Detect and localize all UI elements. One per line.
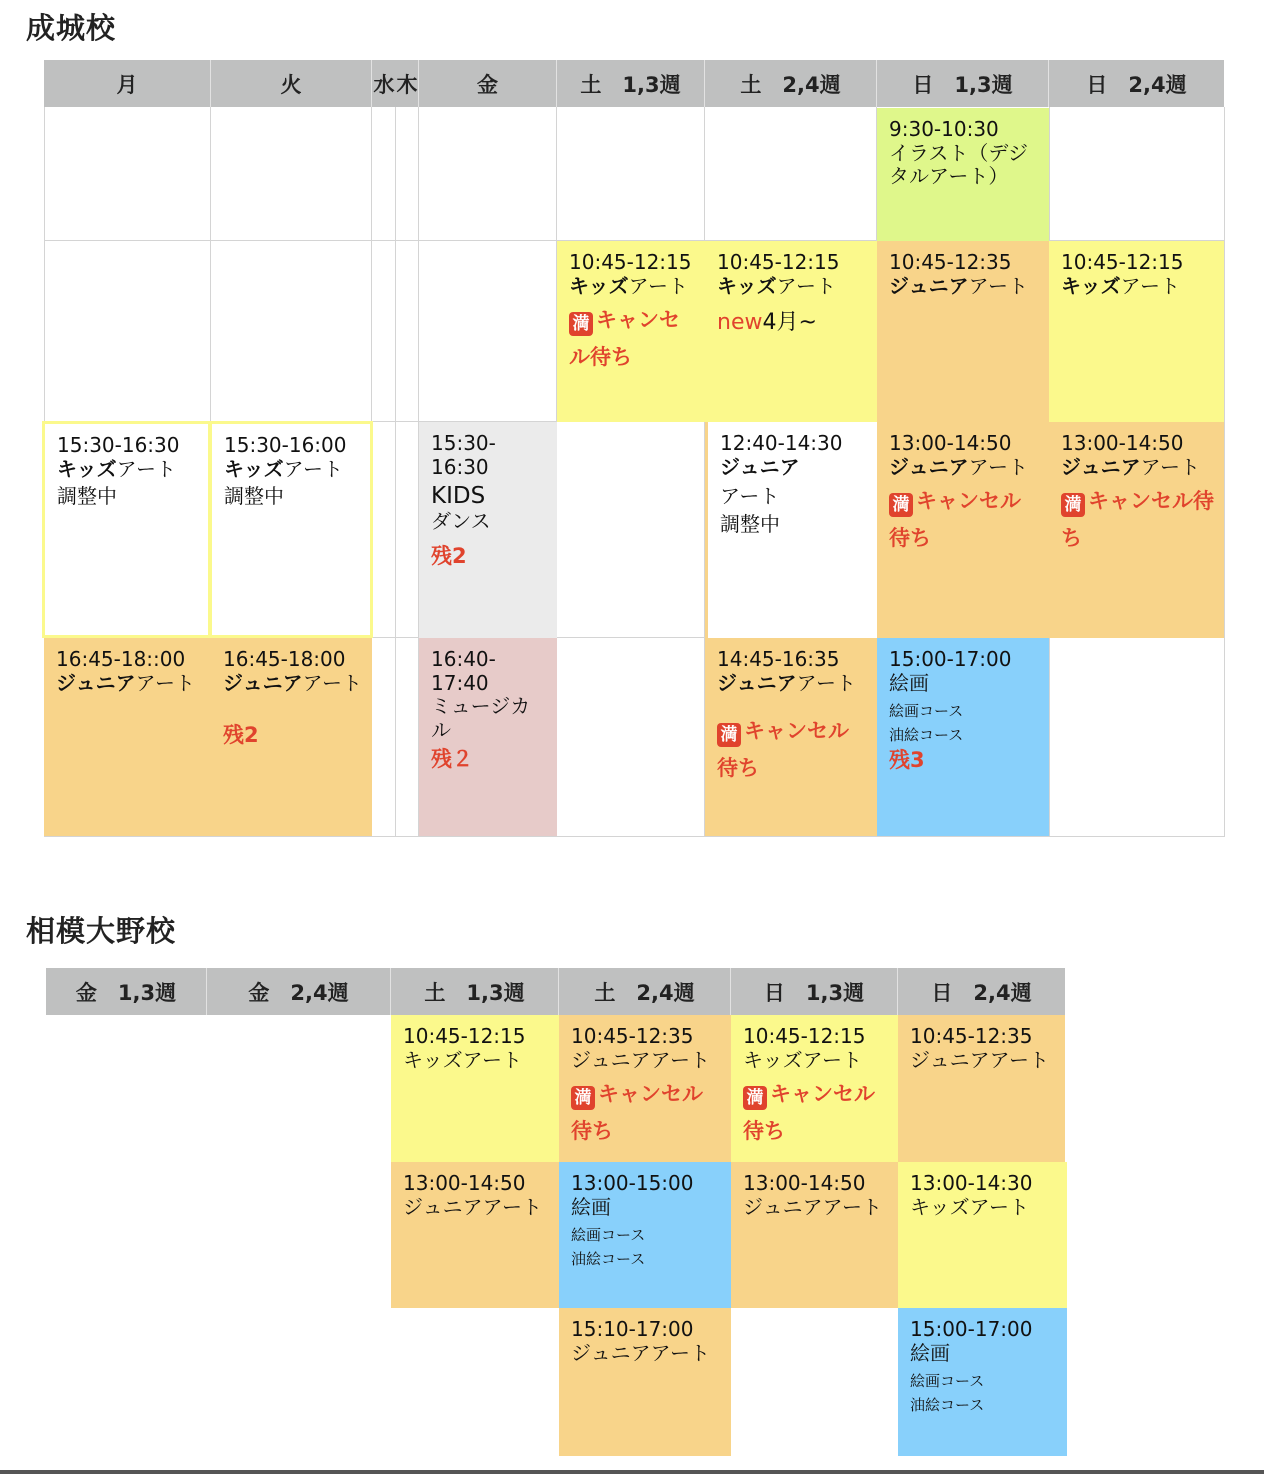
course-option: 油絵コース — [889, 726, 964, 745]
class-cell[interactable] — [731, 1015, 898, 1162]
grid-line — [44, 836, 1224, 837]
class-time: 10:45-12:15 — [717, 250, 840, 274]
class-time: 13:00-14:50 — [403, 1171, 526, 1195]
class-title: KIDS — [431, 483, 486, 510]
class-cell[interactable] — [731, 1162, 898, 1308]
school-heading-seijo: 成城校 — [26, 11, 117, 45]
class-title: ジュニアアート — [403, 1194, 542, 1219]
class-title: ジュニアアート — [889, 273, 1029, 298]
class-time: 10:45-12:15 — [403, 1024, 526, 1048]
class-title: キッズアート — [57, 456, 177, 481]
availability-status: 残3 — [889, 748, 925, 773]
full-badge-icon: 満 — [717, 723, 741, 747]
class-time: 10:45-12:15 — [569, 250, 692, 274]
class-cell[interactable] — [877, 638, 1049, 836]
col-header-sun-24: 日 2,4週 — [1049, 60, 1224, 107]
class-cell[interactable] — [1049, 241, 1224, 422]
class-subtitle: ダンス — [431, 509, 491, 534]
col-header-sat-13: 土 1,3週 — [557, 60, 705, 107]
class-time: 10:45-12:35 — [910, 1024, 1033, 1048]
col-header-thu: 木 — [396, 60, 419, 107]
class-title: ジュニアアート — [571, 1340, 710, 1365]
availability-status: 満 キャンセル待ち — [717, 719, 849, 780]
class-title: ミュージカル — [431, 694, 531, 742]
grid-line — [1224, 107, 1225, 837]
col-header-mon: 月 — [44, 60, 211, 107]
class-time: 13:00-15:00 — [571, 1171, 694, 1195]
course-option: 絵画コース — [889, 702, 964, 721]
class-title: キッズアート — [910, 1194, 1029, 1219]
class-cell[interactable] — [559, 1162, 731, 1308]
class-cell[interactable] — [557, 241, 705, 422]
class-cell[interactable] — [705, 638, 877, 836]
class-title: キッズアート — [1061, 273, 1181, 298]
col-header-fri-24: 金 2,4週 — [207, 968, 391, 1015]
col-header-wed: 水 — [372, 60, 396, 107]
class-cell[interactable] — [391, 1015, 559, 1162]
class-title: ジュニアアート — [56, 670, 196, 695]
class-title: イラスト（デジタルアート） — [889, 140, 1028, 189]
class-time: 16:40-17:40 — [431, 647, 496, 695]
course-option: 油絵コース — [910, 1396, 985, 1415]
class-time: 16:45-18:00 — [223, 647, 346, 671]
col-header-sat-24: 土 2,4週 — [705, 60, 877, 107]
grid-line — [210, 107, 211, 422]
class-note: 調整中 — [57, 484, 117, 509]
class-title: キッズアート — [224, 456, 344, 481]
class-cell[interactable] — [1049, 422, 1224, 638]
class-time: 15:00-17:00 — [910, 1317, 1033, 1341]
class-time: 9:30-10:30 — [889, 117, 999, 141]
col-header-sun-13: 日 1,3週 — [877, 60, 1049, 107]
class-title: キッズアート — [403, 1047, 522, 1072]
class-cell[interactable] — [877, 422, 1049, 638]
col-header-fri: 金 — [419, 60, 557, 107]
class-cell[interactable] — [419, 638, 557, 836]
class-cell[interactable] — [559, 1308, 731, 1456]
class-cell[interactable] — [44, 638, 211, 836]
class-time: 15:30-16:30 — [57, 433, 180, 457]
full-badge-icon: 満 — [1061, 493, 1085, 517]
class-time: 13:00-14:50 — [743, 1171, 866, 1195]
class-time: 15:10-17:00 — [571, 1317, 694, 1341]
col-header-fri-13: 金 1,3週 — [46, 968, 207, 1015]
availability-status: 残２ — [431, 747, 473, 772]
availability-status: 残2 — [223, 723, 259, 748]
class-cell[interactable] — [211, 638, 372, 836]
class-time: 10:45-12:15 — [743, 1024, 866, 1048]
class-cell[interactable] — [419, 422, 557, 638]
class-title: キッズアート — [717, 273, 837, 298]
class-title: キッズアート — [569, 273, 689, 298]
class-title: ジュニアアート — [1061, 454, 1201, 479]
class-note: 調整中 — [224, 484, 284, 509]
class-cell[interactable] — [42, 421, 211, 638]
class-title: ジュニアアート — [743, 1194, 882, 1219]
class-time: 10:45-12:15 — [1061, 250, 1184, 274]
availability-status: 満 キャンセル待ち — [569, 308, 680, 369]
class-time: 10:45-12:35 — [889, 250, 1012, 274]
class-cell[interactable] — [705, 241, 877, 422]
class-title: キッズアート — [743, 1047, 862, 1072]
class-time: 15:30-16:30 — [431, 431, 496, 479]
col-header-tue: 火 — [211, 60, 372, 107]
window-bottom-edge — [0, 1470, 1264, 1474]
class-time: 15:00-17:00 — [889, 647, 1012, 671]
class-time: 13:00-14:50 — [1061, 431, 1184, 455]
class-cell[interactable] — [705, 422, 877, 638]
class-title: 絵画 — [571, 1194, 611, 1219]
class-cell[interactable] — [877, 241, 1049, 422]
full-badge-icon: 満 — [743, 1086, 767, 1110]
availability-status: 満 キャンセル待ち — [1061, 489, 1214, 550]
class-cell[interactable] — [877, 108, 1049, 241]
class-title: ジュニア — [720, 454, 800, 479]
course-option: 絵画コース — [571, 1226, 646, 1245]
class-time: 12:40-14:30 — [720, 431, 843, 455]
course-option: 油絵コース — [571, 1250, 646, 1269]
col-header-sat-13: 土 1,3週 — [391, 968, 559, 1015]
class-cell[interactable] — [209, 421, 373, 638]
new-label: new4月~ — [717, 310, 817, 336]
class-title: ジュニアアート — [910, 1047, 1049, 1072]
class-time: 16:45-18::00 — [56, 647, 186, 671]
class-subtitle: アート — [720, 484, 780, 509]
class-title: ジュニアアート — [571, 1047, 710, 1072]
class-time: 15:30-16:00 — [224, 433, 347, 457]
class-cell[interactable] — [898, 1308, 1067, 1456]
availability-status: 満 キャンセル待ち — [571, 1082, 703, 1143]
class-title: 絵画 — [910, 1340, 950, 1365]
class-cell[interactable] — [559, 1015, 731, 1162]
course-option: 絵画コース — [910, 1372, 985, 1391]
class-cell[interactable] — [898, 1162, 1067, 1308]
availability-status: 残2 — [431, 543, 467, 568]
full-badge-icon: 満 — [889, 493, 913, 517]
availability-status: 満 キャンセル待ち — [743, 1082, 875, 1143]
class-time: 10:45-12:35 — [571, 1024, 694, 1048]
class-time: 14:45-16:35 — [717, 647, 840, 671]
full-badge-icon: 満 — [571, 1086, 595, 1110]
availability-status: 満 キャンセル待ち — [889, 489, 1021, 550]
full-badge-icon: 満 — [569, 312, 593, 336]
col-header-sat-24: 土 2,4週 — [559, 968, 731, 1015]
col-header-sun-24: 日 2,4週 — [898, 968, 1065, 1015]
class-note: 調整中 — [720, 511, 780, 536]
class-title: ジュニアアート — [889, 454, 1029, 479]
grid-line — [395, 107, 396, 837]
class-cell[interactable] — [391, 1162, 559, 1308]
class-time: 13:00-14:50 — [889, 431, 1012, 455]
school-heading-sagamiono: 相模大野校 — [26, 914, 177, 948]
class-title: 絵画 — [889, 670, 929, 695]
col-header-sun-13: 日 1,3週 — [731, 968, 898, 1015]
class-title: ジュニアアート — [717, 670, 857, 695]
class-time: 13:00-14:30 — [910, 1171, 1033, 1195]
class-cell[interactable] — [898, 1015, 1065, 1162]
class-title: ジュニアアート — [223, 670, 363, 695]
